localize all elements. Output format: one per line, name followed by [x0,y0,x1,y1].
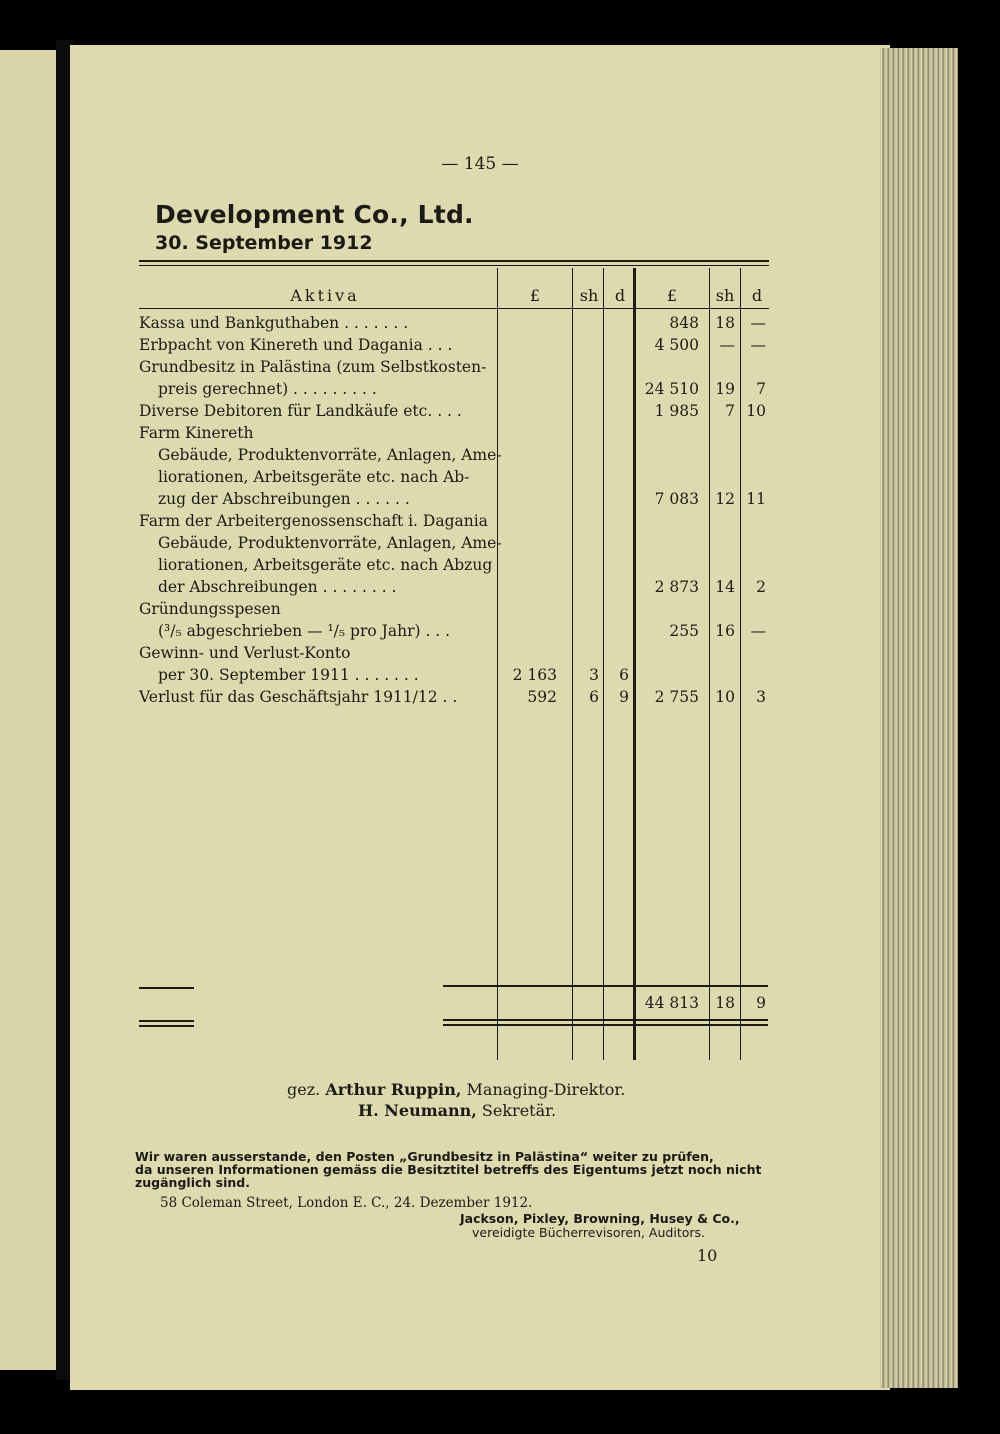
amount-pence: — [750,314,766,332]
header-sh-1: sh [579,286,599,305]
amount-pounds: 7 083 [654,490,699,508]
signature-line-1 [287,1080,625,1099]
item-description: (³/₅ abgeschrieben — ¹/₅ pro Jahr) . . . [158,622,451,640]
table-top-rule-thin [139,265,769,266]
amount-shillings: 16 [715,622,735,640]
item-description: zug der Abschreibungen . . . . . . [158,490,410,508]
total-row [139,994,779,1016]
previous-page-edge [0,50,58,1370]
header-rule [139,308,769,309]
total-rule [443,985,768,987]
amount-pounds: 2 755 [654,688,699,706]
auditor-title: vereidigte Bücherrevisoren, Auditors. [472,1225,705,1240]
item-description: liorationen, Arbeitsgeräte etc. nach Abzug [158,556,493,574]
signer-name-1: Arthur Ruppin, [325,1080,462,1099]
amount-pounds: 848 [669,314,699,332]
amount-pounds: 4 500 [654,336,699,354]
subtotal-shillings: 6 [589,688,599,706]
table-row [139,400,779,422]
page-stack-edges [880,48,958,1388]
note-address: 58 Coleman Street, London E. C., 24. Dezember 1912. [160,1195,533,1211]
amount-pence: 7 [756,380,766,398]
amount-pounds: 2 873 [654,578,699,596]
subtotal-pence: 6 [619,666,629,684]
table-row [139,664,779,686]
table-row [139,576,779,598]
double-rule [443,1019,768,1021]
header-pound-1: £ [529,286,541,305]
amount-shillings: — [719,336,735,354]
amount-shillings: 7 [725,402,735,420]
signer-role-2: Sekretär. [481,1101,557,1120]
page-number: — 145 — [441,154,519,174]
signature-mark: 10 [697,1246,718,1265]
header-d-1: d [614,286,626,305]
signature-line-2 [358,1101,556,1120]
subtotal-pence: 9 [619,688,629,706]
amount-pence: — [750,622,766,640]
table-row [139,598,779,620]
item-description: der Abschreibungen . . . . . . . . [158,578,397,596]
note-line-2: da unseren Informationen gemäss die Besitztitel betreffs des Eigentums jetzt noch nicht [135,1162,762,1177]
table-row [139,312,779,334]
item-description: Farm der Arbeitergenossenschaft i. Dagania [139,512,488,530]
note-line-3: zugänglich sind. [135,1175,250,1190]
item-description: preis gerechnet) . . . . . . . . . [158,380,377,398]
table-row [139,532,779,554]
total-pounds: 44 813 [644,994,699,1012]
amount-pounds: 255 [669,622,699,640]
table-row [139,620,779,642]
item-description: Gewinn- und Verlust-Konto [139,644,351,662]
table-row [139,686,779,708]
table-row [139,378,779,400]
item-description: Gründungsspesen [139,600,281,618]
double-rule-mark [139,1020,194,1022]
header-pound-2: £ [666,286,678,305]
signer-role-1: Managing-Direktor. [466,1080,626,1099]
item-description: Diverse Debitoren für Landkäufe etc. . . . [139,402,462,420]
header-sh-2: sh [715,286,735,305]
item-description: Farm Kinereth [139,424,254,442]
table-row [139,422,779,444]
table-row [139,554,779,576]
item-description: Verlust für das Geschäftsjahr 1911/12 . . [139,688,458,706]
table-top-rule [139,260,769,262]
item-description: Grundbesitz in Palästina (zum Selbstkosten- [139,358,487,376]
subtotal-shillings: 3 [589,666,599,684]
amount-pence: 11 [746,490,766,508]
amount-shillings: 18 [715,314,735,332]
auditor-name: Jackson, Pixley, Browning, Husey & Co., [460,1211,740,1226]
header-aktiva: Aktiva [290,286,360,305]
amount-pounds: 24 510 [644,380,699,398]
signed-label: gez. [287,1080,321,1099]
note-line-1: Wir waren ausserstande, den Posten „Grundbesitz in Palästina“ weiter zu prüfen, [135,1149,714,1164]
subtotal-pounds: 592 [527,688,557,706]
header-d-2: d [751,286,763,305]
total-mark [139,987,194,989]
amount-shillings: 19 [715,380,735,398]
item-description: Erbpacht von Kinereth und Dagania . . . [139,336,453,354]
item-description: Kassa und Bankguthaben . . . . . . . [139,314,409,332]
double-rule [443,1024,768,1026]
amount-pence: 3 [756,688,766,706]
table-row [139,510,779,532]
subtotal-pounds: 2 163 [512,666,557,684]
balance-date: 30. September 1912 [155,232,373,254]
table-row [139,334,779,356]
company-title: Development Co., Ltd. [155,200,474,229]
table-row [139,488,779,510]
amount-pounds: 1 985 [654,402,699,420]
item-description: Gebäude, Produktenvorräte, Anlagen, Ame- [158,534,502,552]
item-description: per 30. September 1911 . . . . . . . [158,666,419,684]
amount-pence: 10 [746,402,766,420]
table-row [139,466,779,488]
item-description: Gebäude, Produktenvorräte, Anlagen, Ame- [158,446,502,464]
amount-shillings: 10 [715,688,735,706]
amount-shillings: 12 [715,490,735,508]
table-row [139,356,779,378]
amount-shillings: 14 [715,578,735,596]
amount-pence: 2 [756,578,766,596]
total-shillings: 18 [715,994,735,1012]
signer-name-2: H. Neumann, [358,1101,477,1120]
table-row [139,444,779,466]
double-rule-mark [139,1025,194,1027]
item-description: liorationen, Arbeitsgeräte etc. nach Ab- [158,468,470,486]
table-row [139,642,779,664]
total-pence: 9 [756,994,766,1012]
amount-pence: — [750,336,766,354]
